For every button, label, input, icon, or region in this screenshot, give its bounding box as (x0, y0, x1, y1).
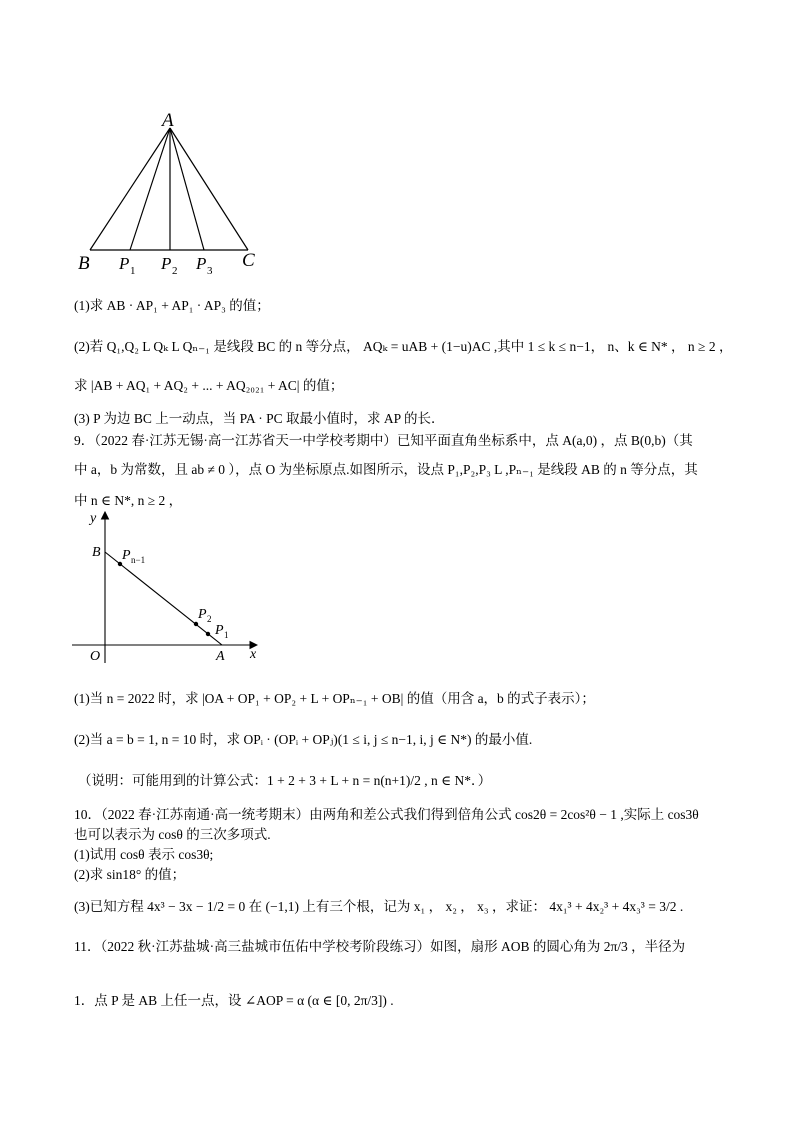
label-p1-sub: 1 (130, 265, 136, 277)
q11-stem-1: 11．（2022 秋·江苏盐城·高三盐城市伍佑中学校考阶段练习）如图，扇形 AOB 的圆心角为 2π/3 ，半径为 (74, 939, 686, 954)
label-y: y (90, 511, 97, 526)
q8-part2: (2)若 Q₁,Q₂ L Qₖ L Qₙ₋₁ 是线段 BC 的 n 等分点， AQₖ = uAB + (1−u)AC ,其中 1 ≤ k ≤ n−1， n、k ∈ N* ， n ≥ 2 ， (74, 339, 733, 354)
label-pn-1-sub: n−1 (131, 555, 146, 565)
label-p1b: P (215, 623, 224, 638)
side-ab (90, 128, 170, 250)
label-o: O (90, 649, 101, 664)
q9-part1: (1)当 n = 2022 时，求 |OA + OP₁ + OP₂ + L + OPₙ₋₁ + OB| 的值（用含 a，b 的式子表示）； (74, 691, 595, 706)
label-p2: P (161, 254, 172, 273)
label-x: x (250, 647, 257, 662)
q10-part2: (2)求 sin18° 的值； (74, 867, 186, 882)
segment-ap3 (170, 128, 204, 250)
label-p2b: P (198, 607, 207, 622)
label-b2: B (92, 545, 101, 560)
q8-part1: (1)求 AB · AP₁ + AP₁ · AP₃ 的值； (74, 298, 270, 313)
q9-note: （说明：可能用到的计算公式：1 + 2 + 3 + L + n = n(n+1)/2 , n ∈ N*．） (78, 773, 492, 788)
q9-part2: (2)当 a = b = 1, n = 10 时，求 OPᵢ · (OPᵢ + OPⱼ)(1 ≤ i, j ≤ n−1, i, j ∈ N*) 的最小值. (74, 732, 533, 747)
q8-part3: (3) P 为边 BC 上一动点，当 PA · PC 取最小值时，求 AP 的长． (74, 411, 445, 426)
q10-part3: (3)已知方程 4x³ − 3x − 1/2 = 0 在 (−1,1) 上有三个根，记为 x₁ ， x₂ ， x₃ ，求证： 4x₁³ + 4x₂³ + 4x₃³ = 3/2 . (74, 899, 684, 914)
label-p2-sub: 2 (172, 265, 178, 277)
label-c: C (242, 250, 255, 271)
label-pn-1: P (122, 548, 131, 563)
q11-stem-2: 1．点 P 是 AB 上任一点，设 ∠AOP = α (α ∈ [0, 2π/3]) . (74, 993, 394, 1008)
segment-ap1 (130, 128, 170, 250)
q10-part1: (1)试用 cosθ 表示 cos3θ; (74, 847, 214, 862)
label-a2: A (216, 649, 225, 664)
label-p1: P (119, 254, 130, 273)
label-b: B (78, 253, 90, 274)
label-p3-sub: 3 (207, 265, 213, 277)
label-a: A (162, 110, 174, 131)
label-p3: P (196, 254, 207, 273)
label-p2b-sub: 2 (207, 614, 212, 624)
q9-stem-1: 9．（2022 春·江苏无锡·高一江苏省天一中学校考期中）已知平面直角坐标系中，点 A(a,0) ，点 B(0,b)（其 (74, 433, 693, 448)
triangle-figure (0, 0, 794, 290)
q9-stem-2: 中 a，b 为常数，且 ab ≠ 0 ），点 O 为坐标原点.如图所示，设点 P₁,P₂,P₃ L ,Pₙ₋₁ 是线段 AB 的 n 等分点，其 (74, 462, 698, 477)
coordinate-figure (0, 505, 794, 665)
q10-stem-1: 10．（2022 春·江苏南通·高一统考期末）由两角和差公式我们得到倍角公式 cos2θ = 2cos²θ − 1 ,实际上 cos3θ (74, 807, 699, 822)
q10-stem-2: 也可以表示为 cosθ 的三次多项式. (74, 827, 271, 842)
label-p1b-sub: 1 (224, 630, 229, 640)
point-p1 (206, 632, 210, 636)
side-ac (170, 128, 248, 250)
q8-part2-cont: 求 |AB + AQ₁ + AQ₂ + ... + AQ₂₀₂₁ + AC| 的值； (74, 378, 344, 393)
q9-stem-3: 中 n ∈ N*, n ≥ 2 ， (74, 493, 183, 508)
segment-ab (105, 552, 222, 645)
point-p2 (194, 622, 198, 626)
